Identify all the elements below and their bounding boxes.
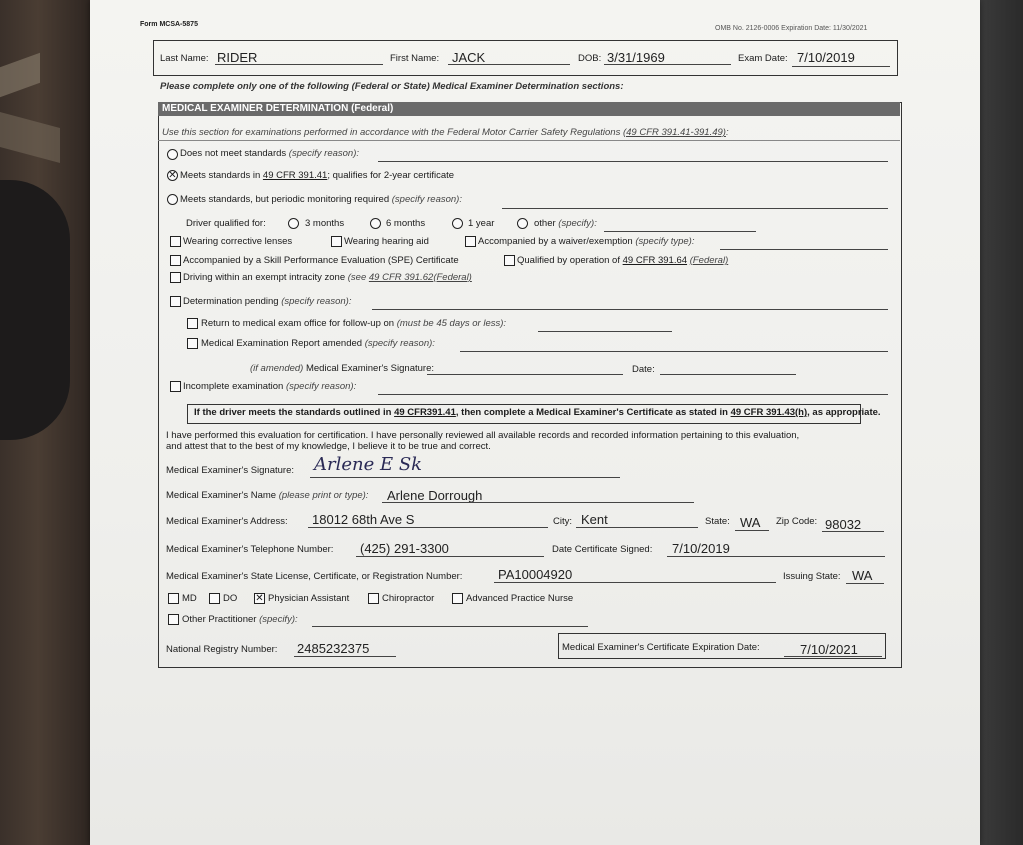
amended-signature-label: (if amended) Medical Examiner's Signature: <box>250 363 434 374</box>
exam-date-label: Exam Date: <box>738 53 788 64</box>
6-months-radio[interactable] <box>370 218 381 229</box>
dob-value[interactable]: 3/31/1969 <box>607 50 665 65</box>
state-line <box>735 530 769 531</box>
zip-line <box>822 531 884 532</box>
date-signed-value[interactable]: 7/10/2019 <box>672 541 730 556</box>
phone-line <box>356 556 544 557</box>
background-right <box>975 0 1023 845</box>
incomplete-exam-checkbox[interactable] <box>170 381 181 392</box>
first-name-label: First Name: <box>390 53 440 64</box>
last-name-value[interactable]: RIDER <box>217 50 258 65</box>
amended-line <box>460 351 888 352</box>
examiner-name-value[interactable]: Arlene Dorrough <box>387 488 483 503</box>
6-months-label: 6 months <box>386 218 426 229</box>
first-name-line <box>448 64 570 65</box>
intro-divider <box>158 140 900 141</box>
expiration-line <box>784 656 882 657</box>
issuing-state-label: Issuing State: <box>783 571 841 582</box>
other-line <box>604 231 756 232</box>
signature-label: Medical Examiner's Signature: <box>166 465 295 476</box>
background-shadow <box>0 180 70 440</box>
waiver-checkbox[interactable] <box>465 236 476 247</box>
other-practitioner-label: Other Practitioner (specify): <box>182 614 298 625</box>
registry-label: National Registry Number: <box>166 644 278 655</box>
examiner-signature[interactable]: Arlene E Sk <box>314 454 423 475</box>
waiver-line <box>720 249 888 250</box>
other-practitioner-checkbox[interactable] <box>168 614 179 625</box>
determination-pending-label: Determination pending (specify reason): <box>183 296 352 307</box>
do-label: DO <box>223 593 238 604</box>
section-intro: Use this section for examinations performed in accordance with the Federal Motor Carrier Safety Regulations (49 CFR 391.41-391.49): <box>162 127 729 138</box>
last-name-label: Last Name: <box>160 53 209 64</box>
amended-signature-line <box>427 374 623 375</box>
city-label: City: <box>553 516 572 527</box>
return-checkbox[interactable] <box>187 318 198 329</box>
expiration-value[interactable]: 7/10/2021 <box>800 642 858 657</box>
date-signed-label: Date Certificate Signed: <box>552 544 653 555</box>
does-not-meet-line <box>378 161 888 162</box>
meets-standards-radio[interactable]: ✕ <box>168 170 177 181</box>
waiver-label: Accompanied by a waiver/exemption (specify type): <box>478 236 695 247</box>
1-year-radio[interactable] <box>452 218 463 229</box>
amended-date-line <box>660 374 796 375</box>
md-checkbox[interactable] <box>168 593 179 604</box>
examiner-name-line <box>382 502 694 503</box>
qualified-for-label: Driver qualified for: <box>186 218 266 229</box>
cfr-link[interactable]: 49 CFR 391.64 <box>622 255 688 266</box>
dob-label: DOB: <box>578 53 602 64</box>
license-value[interactable]: PA10004920 <box>498 567 573 582</box>
other-label: other (specify): <box>534 218 597 229</box>
cfr-link[interactable]: 49 CFR 391.43(h) <box>730 407 808 418</box>
corrective-lenses-label: Wearing corrective lenses <box>183 236 293 247</box>
amended-date-label: Date: <box>632 364 655 375</box>
form-id: Form MCSA-5875 <box>140 21 198 28</box>
md-label: MD <box>182 593 197 604</box>
dob-line <box>604 64 731 65</box>
qualified-operation-label: Qualified by operation of 49 CFR 391.64 (Federal) <box>517 255 729 266</box>
physician-assistant-checkbox[interactable]: ✕ <box>255 593 264 604</box>
license-line <box>494 582 776 583</box>
3-months-label: 3 months <box>305 218 345 229</box>
1-year-label: 1 year <box>468 218 495 229</box>
phone-label: Medical Examiner's Telephone Number: <box>166 544 334 555</box>
issuing-state-line <box>846 583 884 584</box>
intracity-label: Driving within an exempt intracity zone (see 49 CFR 391.62(Federal) <box>183 272 472 283</box>
address-value[interactable]: 18012 68th Ave S <box>312 512 415 527</box>
other-practitioner-line <box>312 626 588 627</box>
city-value[interactable]: Kent <box>581 512 608 527</box>
return-line <box>538 331 672 332</box>
cfr-link[interactable]: (49 CFR 391.41-391.49) <box>622 127 726 138</box>
omb-number: OMB No. 2126-0006 Expiration Date: 11/30/2021 <box>715 25 868 32</box>
hearing-aid-checkbox[interactable] <box>331 236 342 247</box>
notice-text: If the driver meets the standards outlined in 49 CFR391.41, then complete a Medical Examiner's Certificate as stated in 49 CFR 391.43(h), as appropriate. <box>194 407 881 418</box>
periodic-monitoring-label: Meets standards, but periodic monitoring required (specify reason): <box>180 194 462 205</box>
3-months-radio[interactable] <box>288 218 299 229</box>
does-not-meet-label: Does not meet standards (specify reason): <box>180 148 360 159</box>
city-line <box>576 527 698 528</box>
hearing-aid-label: Wearing hearing aid <box>344 236 429 247</box>
signature-line <box>310 477 620 478</box>
intracity-checkbox[interactable] <box>170 272 181 283</box>
other-radio[interactable] <box>517 218 528 229</box>
attestation-line-1: I have performed this evaluation for certification. I have personally reviewed all available records and recorded information pertaining to this evaluation, <box>166 430 800 441</box>
chiropractor-label: Chiropractor <box>382 593 435 604</box>
section-header: MEDICAL EXAMINER DETERMINATION (Federal) <box>158 102 900 116</box>
spe-checkbox[interactable] <box>170 255 181 266</box>
date-signed-line <box>667 556 885 557</box>
return-label: Return to medical exam office for follow-up on (must be 45 days or less): <box>201 318 507 329</box>
physician-assistant-label: Physician Assistant <box>268 593 350 604</box>
state-label: State: <box>705 516 730 527</box>
corrective-lenses-checkbox[interactable] <box>170 236 181 247</box>
license-label: Medical Examiner's State License, Certificate, or Registration Number: <box>166 571 463 582</box>
zip-label: Zip Code: <box>776 516 818 527</box>
last-name-line <box>215 64 383 65</box>
cfr-link[interactable]: 49 CFR 391.41 <box>262 170 328 181</box>
determination-pending-checkbox[interactable] <box>170 296 181 307</box>
exam-date-line <box>792 66 890 67</box>
meets-standards-label: Meets standards in 49 CFR 391.41; qualifies for 2-year certificate <box>180 170 455 181</box>
incomplete-line <box>378 394 888 395</box>
periodic-monitoring-radio[interactable] <box>167 194 178 205</box>
registry-value[interactable]: 2485232375 <box>297 641 370 656</box>
cfr-link[interactable]: 49 CFR391.41 <box>394 407 456 418</box>
chiropractor-checkbox[interactable] <box>368 593 379 604</box>
report-amended-checkbox[interactable] <box>187 338 198 349</box>
examiner-name-label: Medical Examiner's Name (please print or type): <box>166 490 369 501</box>
attestation-line-2: and attest that to the best of my knowledge, I believe it to be true and correct. <box>166 441 491 452</box>
periodic-line <box>502 208 888 209</box>
exam-date-value[interactable]: 7/10/2019 <box>797 50 855 65</box>
do-checkbox[interactable] <box>209 593 220 604</box>
address-line <box>308 527 548 528</box>
apn-checkbox[interactable] <box>452 593 463 604</box>
spe-label: Accompanied by a Skill Performance Evaluation (SPE) Certificate <box>183 255 459 266</box>
pending-line <box>372 309 888 310</box>
report-amended-label: Medical Examination Report amended (specify reason): <box>201 338 435 349</box>
form-page <box>90 0 980 845</box>
zip-value[interactable]: 98032 <box>825 517 862 532</box>
first-name-value[interactable]: JACK <box>452 50 486 65</box>
does-not-meet-radio[interactable] <box>167 149 178 160</box>
instruction: Please complete only one of the following (Federal or State) Medical Examiner Determination sections: <box>160 81 624 92</box>
registry-line <box>294 656 396 657</box>
state-value[interactable]: WA <box>740 515 761 530</box>
apn-label: Advanced Practice Nurse <box>466 593 574 604</box>
incomplete-exam-label: Incomplete examination (specify reason): <box>183 381 357 392</box>
phone-value[interactable]: (425) 291-3300 <box>360 541 449 556</box>
address-label: Medical Examiner's Address: <box>166 516 288 527</box>
issuing-state-value[interactable]: WA <box>852 568 873 583</box>
expiration-label: Medical Examiner's Certificate Expiration Date: <box>562 642 760 653</box>
qualified-operation-checkbox[interactable] <box>504 255 515 266</box>
